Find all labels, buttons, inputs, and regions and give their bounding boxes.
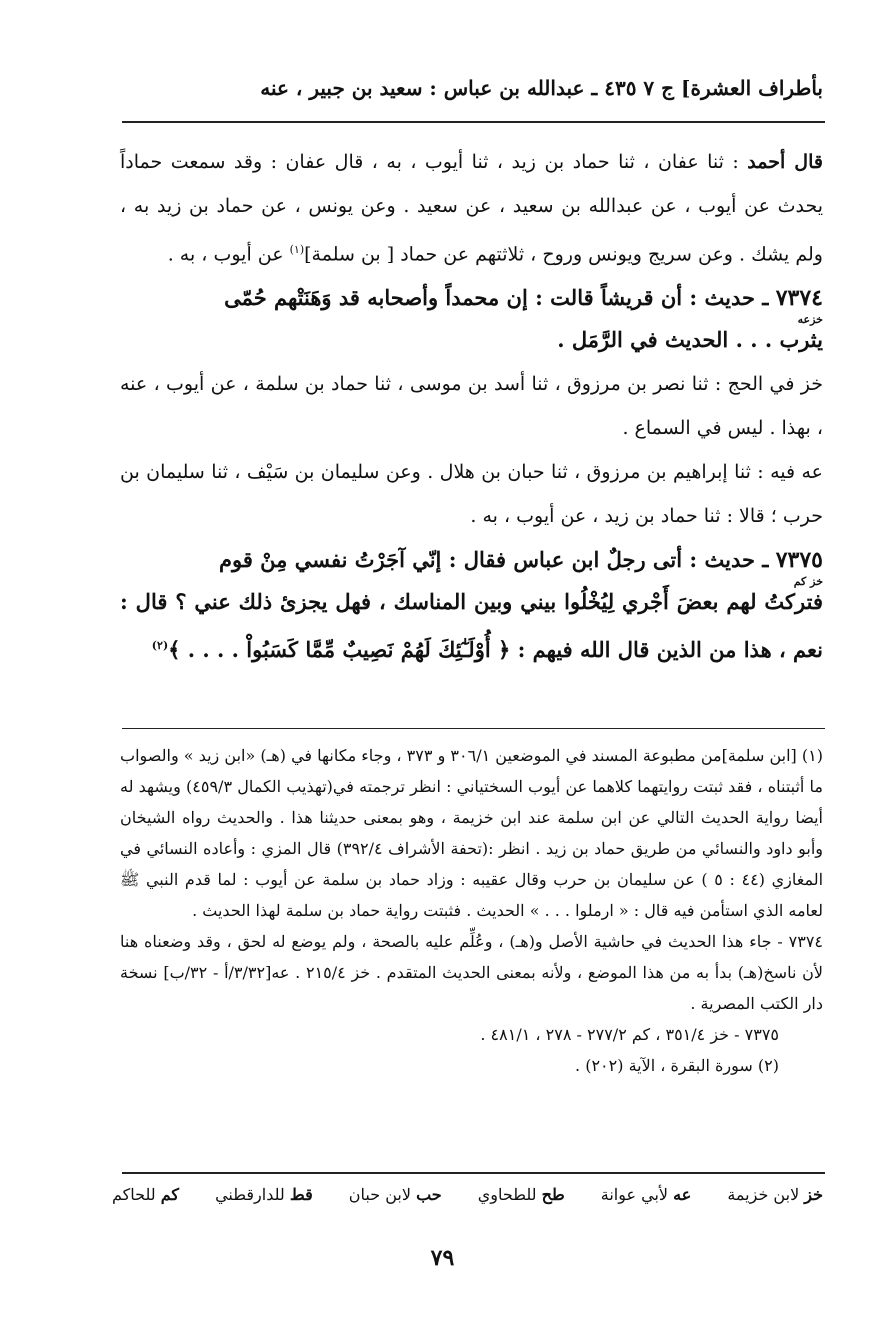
hadith-number: ٧٣٧٥: [775, 547, 823, 574]
footnote-2: (٢) سورة البقرة ، الآية (٢٠٢) .: [575, 1056, 779, 1075]
footnote-rule: [122, 728, 825, 729]
hadith-7375: [120, 538, 823, 672]
paragraph-ahmad: [120, 140, 823, 276]
header-rule: [122, 121, 825, 123]
footnote-ref-2: (٢): [151, 639, 169, 653]
paragraph-awana: عه فيه : ثنا إبراهيم بن مرزوق ، ثنا حبان بن هلال . وعن سليمان بن سَيْف ، ثنا سليمان بن حرب ؛ قالا : ثنا حماد بن زيد ، عن أيوب ، به .: [120, 461, 823, 528]
footnote-7374: ٧٣٧٤ - جاء هذا الحديث في حاشية الأصل و(هـ) ، وعُلِّم عليه بالصحة ، ولم يوضع له لحق ، وقد وضعناه هنا لأن ناسخ(هـ) بدأ به من هذا الموضع ، ولأنه بمعنى الحديث المتقدم . خز ٢١٥/٤ . عه[٣/٣٢/أ - ٣٢/ب] نسخة دار الكتب المصرية .: [120, 932, 823, 1013]
hadith-text: ـ حديث : أتى رجلٌ ابن عباس فقال : إنّي آجَرْتُ نفسي مِنْ قوم: [218, 547, 776, 573]
running-header: بأطراف العشرة] ج ٧ ٤٣٥ ـ عبدالله بن عباس : سعيد بن جبير ، عنه: [260, 76, 823, 100]
source-lead: قال أحمد: [747, 151, 823, 173]
abbrev-item: كم للحاكم: [112, 1185, 180, 1204]
abbrev-item: حب لابن حبان: [348, 1185, 442, 1204]
footnote-7375: ٧٣٧٥ - خز ٣٥١/٤ ، كم ٢٧٧/٢ - ٢٧٨ ، ٤٨١/١ .: [480, 1025, 779, 1044]
source-margin-note: خز كم: [793, 575, 823, 589]
hadith-number: ٧٣٧٤: [775, 285, 823, 312]
source-margin-note: خزعه: [797, 313, 823, 327]
paragraph-khuzayma: خز في الحج : ثنا نصر بن مرزوق ، ثنا أسد بن موسى ، ثنا حماد بن سلمة ، عن أيوب ، عنه ، بهذا . ليس في السماع .: [120, 373, 823, 440]
abbrev-item: خز لابن خزيمة: [727, 1185, 823, 1204]
hadith-text-continued: فتركتُ لهم بعضَ أَجْري لِيُخْلُوا بيني وبين المناسك ، فهل يجزئ ذلك عني ؟: [175, 589, 823, 615]
footnotes: [120, 740, 823, 1081]
hadith-text-verse: قال : نعم ، هذا من الذين قال الله فيهم : ﴿ أُوْلَـٰٓئِكَ لَهُمْ نَصِيبٌ مِّمَّا كَسَبُواْ . . . . ﴾: [120, 589, 823, 663]
abbreviations-rule: [122, 1172, 825, 1174]
hadith-text-continued: يثرب . . . الحديث في الرَّمَل .: [557, 327, 823, 353]
abbrev-item: قط للدارقطني: [215, 1185, 313, 1204]
page-number: ٧٩: [430, 1245, 455, 1271]
abbrev-item: عه لأبي عوانة: [600, 1185, 692, 1204]
paragraph-text: : ثنا عفان ، ثنا حماد بن زيد ، ثنا أيوب ، به ، قال عفان : وقد سمعت حماداً يحدث عن أيوب ، عن عبدالله بن سعيد ، عن سعيد . وعن يونس ، عن حماد بن زيد به ، ولم يشك . وعن سريج ويونس وروح ، ثلاثتهم عن حماد [ بن سلمة]: [120, 151, 823, 266]
hadith-7374: [120, 276, 823, 362]
paragraph-tail: عن أيوب ، به .: [167, 243, 290, 266]
abbreviations-key: [112, 1180, 823, 1210]
hadith-text: ـ حديث : أن قريشاً قالت : إن محمداً وأصحابه قد وَهَنَتْهم حُمّى: [224, 285, 776, 311]
footnote-ref-1: (١): [289, 243, 305, 256]
main-text: [120, 140, 823, 672]
footnote-1: (١) [ابن سلمة]من مطبوعة المسند في الموضعين ٣٠٦/١ و ٣٧٣ ، وجاء مكانها في (هـ) «ابن زيد » والصواب ما أثبتناه ، فقد ثبتت روايتهما كلاهما عن أيوب السختياني : انظر ترجمته في(تهذيب الكمال ٤٥٩/٣) ويشهد له أيضا رواية الحديث التالي عن ابن سلمة عند ابن خزيمة ، وهو بمعنى حديثنا هذا . والحديث رواه الشيخان وأبو داود والنسائي من طريق حماد بن زيد . انظر :(تحفة الأشراف ٣٩٢/٤) قال المزي : وأعاده النسائي في المغازي (٤٤ : ٥ ) عن سليمان بن حرب وقال عقيبه : وزاد حماد بن سلمة عن أيوب : لما قدم النبي ﷺ لعامه الذي استأمن فيه قال : « ارملوا . . . » الحديث . فثبتت رواية حماد بن سلمة لهذا الحديث .: [120, 746, 824, 920]
abbrev-item: طح للطحاوي: [477, 1185, 565, 1204]
